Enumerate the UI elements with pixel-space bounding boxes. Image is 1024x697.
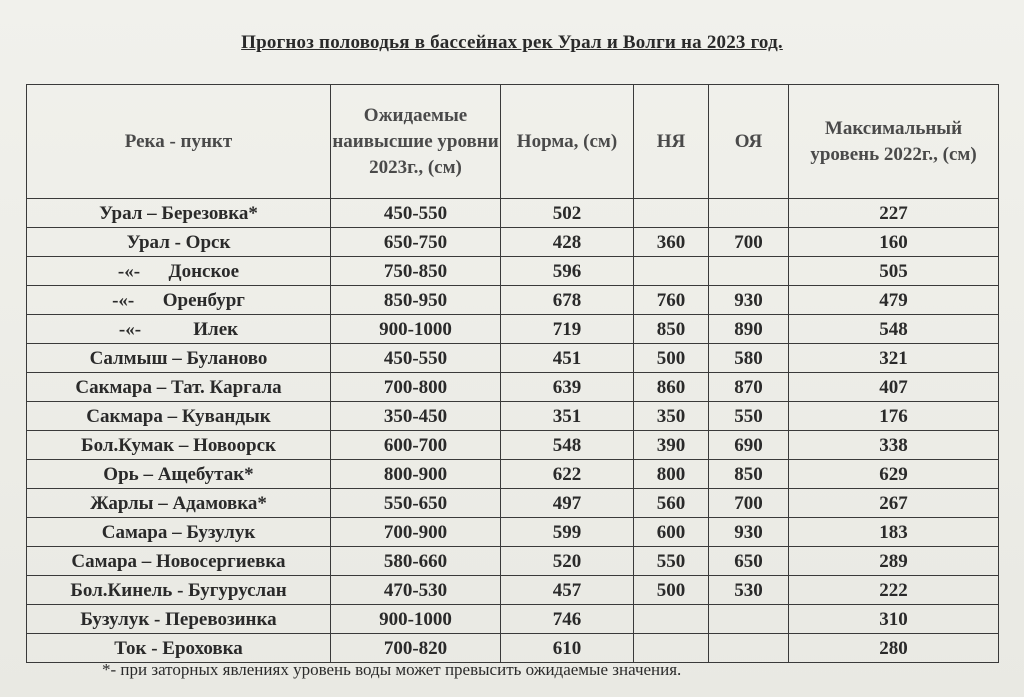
table-row <box>27 576 999 605</box>
cell-oya: 650 <box>709 547 789 576</box>
cell-norm: 622 <box>501 460 634 489</box>
cell-oya: 930 <box>709 286 789 315</box>
cell-expected: 900-1000 <box>331 315 501 344</box>
cell-oya <box>709 634 789 663</box>
cell-max2022: 160 <box>789 228 999 257</box>
cell-max2022: 267 <box>789 489 999 518</box>
cell-nya: 500 <box>634 576 709 605</box>
cell-river: Салмыш – Буланово <box>27 344 331 373</box>
cell-river: -«- Илек <box>27 315 331 344</box>
cell-max2022: 183 <box>789 518 999 547</box>
table-row <box>27 402 999 431</box>
cell-expected: 450-550 <box>331 344 501 373</box>
cell-norm: 639 <box>501 373 634 402</box>
cell-norm: 548 <box>501 431 634 460</box>
cell-max2022: 629 <box>789 460 999 489</box>
table-row <box>27 518 999 547</box>
cell-river: Бол.Кумак – Новоорск <box>27 431 331 460</box>
cell-max2022: 176 <box>789 402 999 431</box>
cell-max2022: 548 <box>789 315 999 344</box>
table-row <box>27 199 999 228</box>
cell-norm: 351 <box>501 402 634 431</box>
cell-oya: 890 <box>709 315 789 344</box>
cell-expected: 350-450 <box>331 402 501 431</box>
cell-max2022: 227 <box>789 199 999 228</box>
cell-oya: 700 <box>709 228 789 257</box>
table-row <box>27 547 999 576</box>
cell-nya: 550 <box>634 547 709 576</box>
table-header-row <box>27 85 999 199</box>
cell-expected: 700-800 <box>331 373 501 402</box>
cell-river: -«- Донское <box>27 257 331 286</box>
cell-expected: 450-550 <box>331 199 501 228</box>
cell-max2022: 280 <box>789 634 999 663</box>
cell-norm: 599 <box>501 518 634 547</box>
cell-max2022: 407 <box>789 373 999 402</box>
cell-oya: 870 <box>709 373 789 402</box>
table-row <box>27 286 999 315</box>
cell-river: Урал – Березовка* <box>27 199 331 228</box>
cell-oya: 690 <box>709 431 789 460</box>
cell-river: Бол.Кинель - Бугуруслан <box>27 576 331 605</box>
footnote: *- при заторных явлениях уровень воды может превысить ожидаемые значения. <box>102 660 682 679</box>
cell-river: Ток - Ероховка <box>27 634 331 663</box>
cell-max2022: 321 <box>789 344 999 373</box>
cell-expected: 800-900 <box>331 460 501 489</box>
header-nya: НЯ <box>634 85 709 199</box>
cell-nya <box>634 199 709 228</box>
cell-river: Бузулук - Перевозинка <box>27 605 331 634</box>
cell-expected: 700-820 <box>331 634 501 663</box>
cell-expected: 600-700 <box>331 431 501 460</box>
cell-norm: 497 <box>501 489 634 518</box>
cell-expected: 750-850 <box>331 257 501 286</box>
cell-nya <box>634 257 709 286</box>
table-row <box>27 460 999 489</box>
cell-river: Жарлы – Адамовка* <box>27 489 331 518</box>
cell-norm: 457 <box>501 576 634 605</box>
table-row <box>27 634 999 663</box>
cell-oya: 530 <box>709 576 789 605</box>
document-title: Прогноз половодья в бассейнах рек Урал и Волги на 2023 год. <box>241 32 783 53</box>
cell-norm: 520 <box>501 547 634 576</box>
header-norm: Норма, (см) <box>501 85 634 199</box>
cell-oya <box>709 257 789 286</box>
cell-max2022: 222 <box>789 576 999 605</box>
table-row <box>27 344 999 373</box>
cell-expected: 850-950 <box>331 286 501 315</box>
cell-nya <box>634 634 709 663</box>
cell-max2022: 310 <box>789 605 999 634</box>
cell-expected: 650-750 <box>331 228 501 257</box>
cell-expected: 700-900 <box>331 518 501 547</box>
cell-norm: 596 <box>501 257 634 286</box>
table-row <box>27 228 999 257</box>
cell-nya <box>634 605 709 634</box>
cell-oya: 850 <box>709 460 789 489</box>
cell-expected: 470-530 <box>331 576 501 605</box>
flood-forecast-table <box>26 84 999 663</box>
cell-river: Урал - Орск <box>27 228 331 257</box>
cell-nya: 850 <box>634 315 709 344</box>
header-expected: Ожидаемые наивысшие уровни 2023г., (см) <box>331 85 501 199</box>
cell-nya: 350 <box>634 402 709 431</box>
cell-nya: 500 <box>634 344 709 373</box>
cell-river: Сакмара – Кувандык <box>27 402 331 431</box>
header-river: Река - пункт <box>27 85 331 199</box>
cell-nya: 390 <box>634 431 709 460</box>
cell-norm: 678 <box>501 286 634 315</box>
cell-river: Орь – Ащебутак* <box>27 460 331 489</box>
cell-max2022: 505 <box>789 257 999 286</box>
cell-river: Самара – Бузулук <box>27 518 331 547</box>
header-oya: ОЯ <box>709 85 789 199</box>
cell-norm: 428 <box>501 228 634 257</box>
cell-oya: 550 <box>709 402 789 431</box>
table-row <box>27 257 999 286</box>
cell-river: Сакмара – Тат. Каргала <box>27 373 331 402</box>
cell-expected: 900-1000 <box>331 605 501 634</box>
table-row <box>27 373 999 402</box>
cell-river: -«- Оренбург <box>27 286 331 315</box>
cell-oya: 930 <box>709 518 789 547</box>
cell-max2022: 338 <box>789 431 999 460</box>
cell-norm: 451 <box>501 344 634 373</box>
cell-oya: 580 <box>709 344 789 373</box>
cell-nya: 860 <box>634 373 709 402</box>
cell-nya: 800 <box>634 460 709 489</box>
cell-norm: 610 <box>501 634 634 663</box>
cell-nya: 560 <box>634 489 709 518</box>
cell-expected: 550-650 <box>331 489 501 518</box>
cell-nya: 360 <box>634 228 709 257</box>
cell-expected: 580-660 <box>331 547 501 576</box>
cell-norm: 746 <box>501 605 634 634</box>
cell-oya <box>709 199 789 228</box>
cell-max2022: 479 <box>789 286 999 315</box>
table-row <box>27 489 999 518</box>
table-row <box>27 605 999 634</box>
cell-river: Самара – Новосергиевка <box>27 547 331 576</box>
cell-oya <box>709 605 789 634</box>
cell-oya: 700 <box>709 489 789 518</box>
cell-norm: 502 <box>501 199 634 228</box>
table-row <box>27 431 999 460</box>
cell-nya: 760 <box>634 286 709 315</box>
cell-norm: 719 <box>501 315 634 344</box>
table-row <box>27 315 999 344</box>
cell-nya: 600 <box>634 518 709 547</box>
header-max2022: Максимальный уровень 2022г., (см) <box>789 85 999 199</box>
cell-max2022: 289 <box>789 547 999 576</box>
